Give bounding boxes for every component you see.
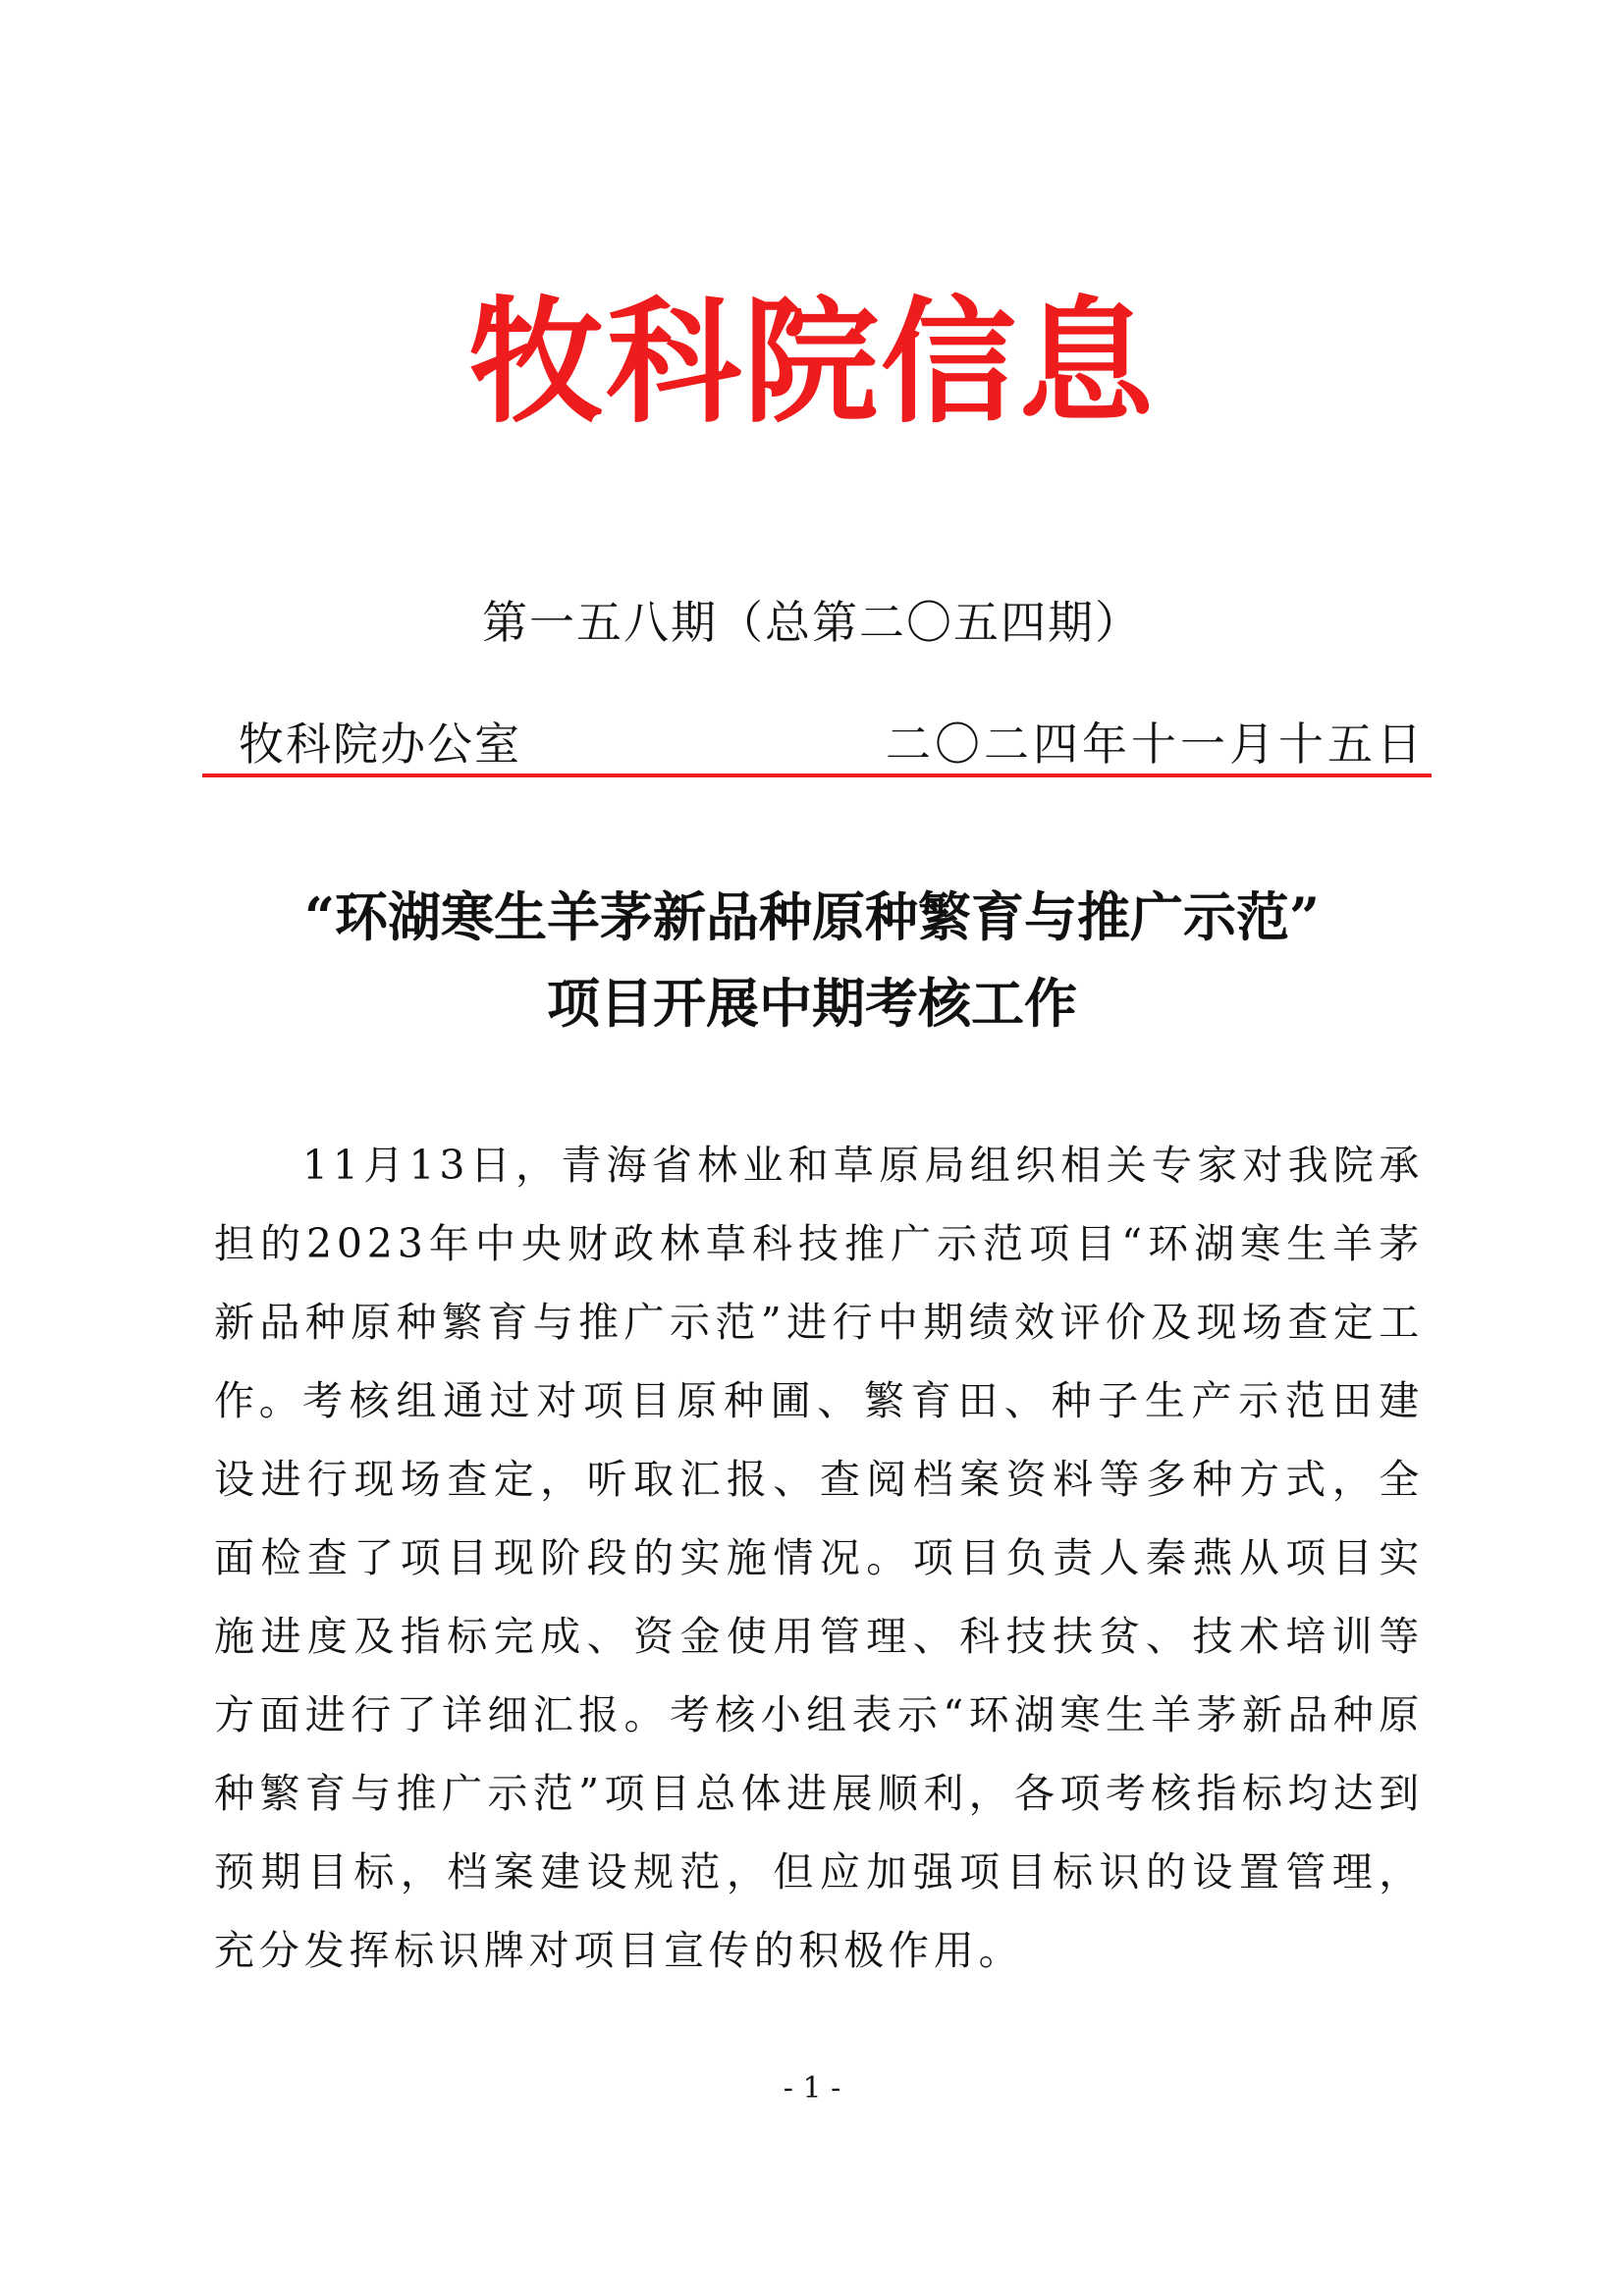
masthead-title: 牧科院信息 <box>467 284 1156 442</box>
issuing-office: 牧科院办公室 <box>239 718 521 771</box>
issue-date: 二〇二四年十一月十五日 <box>886 718 1426 771</box>
red-divider-rule <box>202 774 1432 777</box>
article-headline-line1: “环湖寒生羊茅新品种原种繁育与推广示范” <box>303 885 1321 948</box>
article-paragraph-1: 11月13日，青海省林业和草原局组织相关专家对我院承担的2023年中央财政林草科技推广示范项目“环湖寒生羊茅新品种原种繁育与推广示范”进行中期绩效评价及现场查定工作。 <box>214 1142 1424 1424</box>
page-number: - 1 - <box>783 2071 841 2106</box>
issue-number: 第一五八期（总第二〇五四期） <box>482 596 1142 649</box>
article-paragraph-2: 考核组通过对项目原种圃、繁育田、种子生产示范田建设进行现场查定，听取汇报、查阅档案资料等多种方式，全面检查了项目现阶段的实施情况。项目负责人秦燕从项目实施进度及指标完成、资金使用管理、科技扶贫、技术培训等方面进行了详细汇报。考核小组表示“环湖寒生羊茅新品种原种繁育与推广示范”项目总体进展顺利，各项考核指标均达到预期目标，档案建设规范，但应加强项目标识的设置管理，充分发挥标识牌对项目宣传的积极作用。 <box>214 1377 1424 1974</box>
article-headline-line2: 项目开展中期考核工作 <box>547 972 1077 1035</box>
